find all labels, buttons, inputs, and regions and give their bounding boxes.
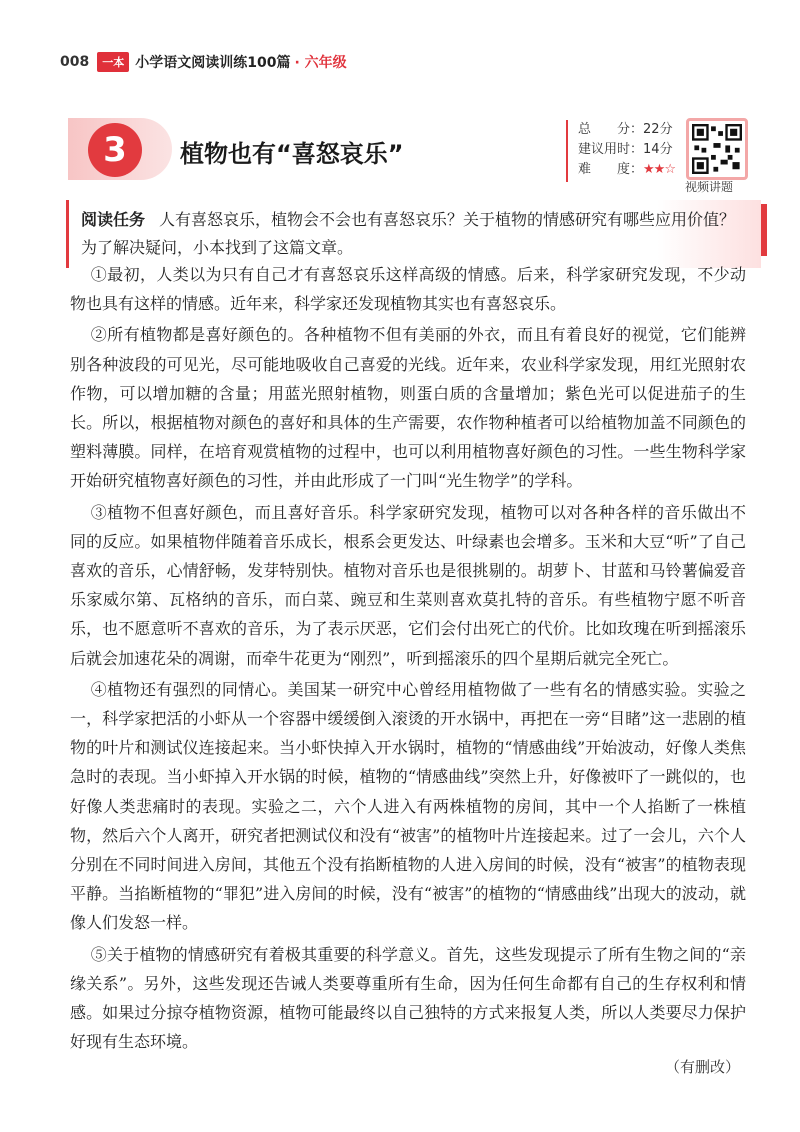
grade-label: · 六年级 (294, 55, 347, 71)
total-score-row: 总 分：22分 (578, 122, 673, 137)
qr-code-icon[interactable] (686, 118, 748, 180)
reading-task-label: 阅读任务 (81, 210, 146, 229)
brand-logo: 一本 (97, 52, 129, 72)
paragraph-5: ⑤关于植物的情感研究有着极其重要的科学意义。首先，这些发现提示了所有生物之间的“亲缘关系”。另外，这些发现还告诫人类要尊重所有生命，因为任何生命都有自己的生存权利和情感。如果过分掠夺植物资源，植物可能最终以自己独特的方式来报复人类，所以人类要尽力保护好现有生态环境。 (70, 944, 746, 1052)
paragraph-1: ①最初，人类以为只有自己才有喜怒哀乐这样高级的情感。后来，科学家研究发现，不少动物也具有这样的情感。近年来，科学家还发现植物其实也有喜怒哀乐。 (70, 265, 746, 314)
lesson-title: 植物也有“喜怒哀乐” (180, 140, 404, 168)
paragraph-3: ③植物不但喜好颜色，而且喜好音乐。科学家研究发现，植物可以对各种各样的音乐做出不同的反应。如果植物伴随着音乐成长，根系会更发达、叶绿素也会增多。玉米和大豆“听”了自己喜欢的音乐，心情舒畅，发芽特别快。植物对音乐也是很挑剔的。胡萝卜、甘蓝和马铃薯偏爱音乐家威尔第、瓦格纳的音乐，而白菜、豌豆和生菜则喜欢莫扎特的音乐。有些植物宁愿不听音乐，也不愿意听不喜欢的音乐，为了表示厌恶，它们会付出死亡的代价。比如玫瑰在听到摇滚乐后就会加速花朵的凋谢，而牵牛花更为“刚烈”，听到摇滚乐的四个星期后就完全死亡。 (70, 502, 746, 668)
lesson-info-box (566, 120, 696, 182)
suggested-time-row: 建议用时：14分 (578, 142, 673, 157)
difficulty-row: 难 度：★★☆ (578, 162, 675, 177)
qr-code-graphic (692, 124, 742, 174)
edit-note: （有删改） (664, 1058, 740, 1076)
lesson-number: 3 (88, 123, 142, 177)
reading-task-text: 人有喜怒哀乐，植物会不会也有喜怒哀乐？关于植物的情感研究有哪些应用价值？为了解决疑问，小本找到了这篇文章。 (81, 210, 736, 257)
reading-task-box (66, 200, 761, 268)
page-header (60, 52, 347, 72)
video-caption: 视频讲题 (685, 180, 734, 194)
article-body (70, 260, 746, 1058)
paragraph-4: ④植物还有强烈的同情心。美国某一研究中心曾经用植物做了一些有名的情感实验。实验之一，科学家把活的小虾从一个容器中缓缓倒入滚烫的开水锅中，再把在一旁“目睹”这一悲剧的植物的叶片和测试仪连接起来。当小虾快掉入开水锅时，植物的“情感曲线”开始波动，好像人类焦急时的表现。当小虾掉入开水锅的时候，植物的“情感曲线”突然上升，好像被吓了一跳似的，也好像人类悲痛时的表现。实验之二，六个人进入有两株植物的房间，其中一个人掐断了一株植物，然后六个人离开，研究者把测试仪和没有“被害”的植物叶片连接起来。过了一会儿，六个人分别在不同时间进入房间，其他五个没有掐断植物的人进入房间的时候，没有“被害”的植物表现平静。当掐断植物的“罪犯”进入房间的时候，没有“被害”的植物的“情感曲线”出现大的波动，就像人们发怒一样。 (70, 679, 746, 933)
page-number: 008 (60, 54, 90, 70)
paragraph-2: ②所有植物都是喜好颜色的。各种植物不但有美丽的外衣，而且有着良好的视觉，它们能辨别各种波段的可见光，尽可能地吸收自己喜爱的光线。近年来，农业科学家发现，用红光照射农作物，可以增加糖的含量；用蓝光照射植物，则蛋白质的含量增加；紫色光可以促进茄子的生长。所以，根据植物对颜色的喜好和具体的生产需要，农作物种植者可以给植物加盖不同颜色的塑料薄膜。同样，在培育观赏植物的过程中，也可以利用植物喜好颜色的习性。一些生物科学家开始研究植物喜好颜色的习性，并由此形成了一门叫“光生物学”的学科。 (70, 325, 746, 491)
difficulty-stars: ★★☆ (643, 162, 675, 177)
series-title: 小学语文阅读训练100篇 (135, 55, 291, 71)
